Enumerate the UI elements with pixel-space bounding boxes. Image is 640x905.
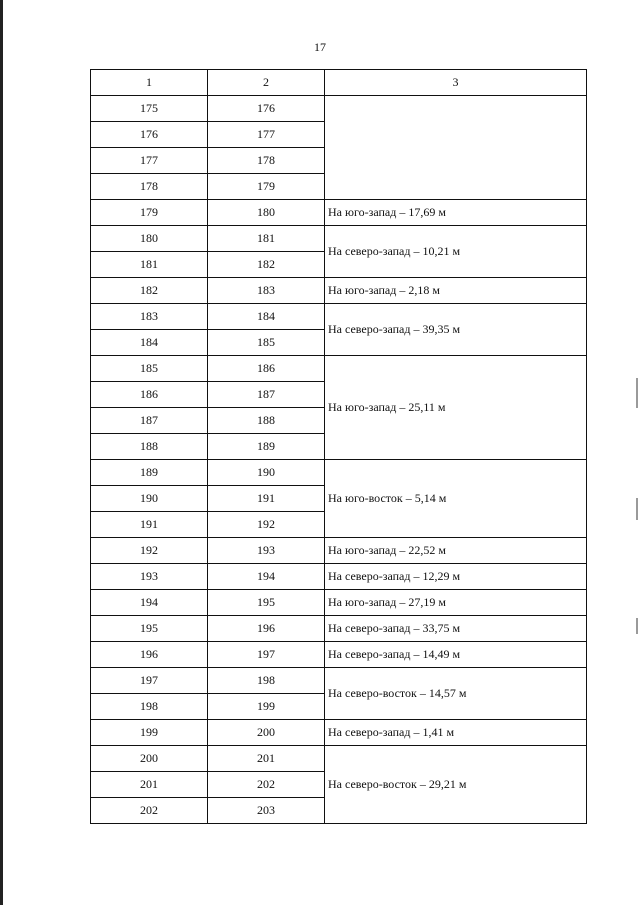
table-row xyxy=(91,668,587,694)
boundary-table xyxy=(90,69,587,824)
point-from-cell: 190 xyxy=(91,486,208,512)
direction-distance-cell xyxy=(325,96,587,200)
direction-distance-cell: На северо-запад – 33,75 м xyxy=(325,616,587,642)
table-row xyxy=(91,720,587,746)
column-header-3: 3 xyxy=(325,70,587,96)
direction-distance-cell: На юго-запад – 25,11 м xyxy=(325,356,587,460)
table-row xyxy=(91,746,587,772)
direction-distance-cell: На юго-восток – 5,14 м xyxy=(325,460,587,538)
table-header-row xyxy=(91,70,587,96)
table-row xyxy=(91,590,587,616)
point-to-cell: 199 xyxy=(208,694,325,720)
direction-distance-cell: На северо-запад – 14,49 м xyxy=(325,642,587,668)
point-to-cell: 181 xyxy=(208,226,325,252)
point-from-cell: 200 xyxy=(91,746,208,772)
point-to-cell: 190 xyxy=(208,460,325,486)
point-to-cell: 179 xyxy=(208,174,325,200)
point-from-cell: 202 xyxy=(91,798,208,824)
point-from-cell: 177 xyxy=(91,148,208,174)
point-from-cell: 183 xyxy=(91,304,208,330)
point-to-cell: 186 xyxy=(208,356,325,382)
direction-distance-cell: На юго-запад – 22,52 м xyxy=(325,538,587,564)
direction-distance-cell: На юго-запад – 2,18 м xyxy=(325,278,587,304)
table-row xyxy=(91,226,587,252)
point-from-cell: 180 xyxy=(91,226,208,252)
point-from-cell: 197 xyxy=(91,668,208,694)
point-to-cell: 201 xyxy=(208,746,325,772)
point-to-cell: 176 xyxy=(208,96,325,122)
table-row xyxy=(91,460,587,486)
point-to-cell: 193 xyxy=(208,538,325,564)
point-to-cell: 185 xyxy=(208,330,325,356)
point-from-cell: 186 xyxy=(91,382,208,408)
point-from-cell: 198 xyxy=(91,694,208,720)
direction-distance-cell: На северо-восток – 29,21 м xyxy=(325,746,587,824)
table-row xyxy=(91,200,587,226)
point-from-cell: 195 xyxy=(91,616,208,642)
point-to-cell: 197 xyxy=(208,642,325,668)
point-from-cell: 192 xyxy=(91,538,208,564)
point-to-cell: 180 xyxy=(208,200,325,226)
point-from-cell: 179 xyxy=(91,200,208,226)
point-from-cell: 189 xyxy=(91,460,208,486)
point-to-cell: 177 xyxy=(208,122,325,148)
table-row xyxy=(91,564,587,590)
point-from-cell: 185 xyxy=(91,356,208,382)
table-row xyxy=(91,304,587,330)
table-row xyxy=(91,356,587,382)
table-row xyxy=(91,616,587,642)
point-from-cell: 182 xyxy=(91,278,208,304)
table-body xyxy=(91,96,587,824)
table-row xyxy=(91,642,587,668)
point-to-cell: 203 xyxy=(208,798,325,824)
table-row xyxy=(91,278,587,304)
point-from-cell: 196 xyxy=(91,642,208,668)
scan-artifact-mark xyxy=(636,618,638,634)
point-to-cell: 195 xyxy=(208,590,325,616)
direction-distance-cell: На юго-запад – 17,69 м xyxy=(325,200,587,226)
point-to-cell: 202 xyxy=(208,772,325,798)
point-from-cell: 175 xyxy=(91,96,208,122)
point-to-cell: 196 xyxy=(208,616,325,642)
point-to-cell: 183 xyxy=(208,278,325,304)
table-row xyxy=(91,96,587,122)
scan-artifact-mark xyxy=(636,378,638,408)
point-to-cell: 178 xyxy=(208,148,325,174)
point-from-cell: 188 xyxy=(91,434,208,460)
point-from-cell: 191 xyxy=(91,512,208,538)
point-from-cell: 194 xyxy=(91,590,208,616)
scan-artifact-mark xyxy=(636,498,638,520)
column-header-1: 1 xyxy=(91,70,208,96)
direction-distance-cell: На северо-запад – 39,35 м xyxy=(325,304,587,356)
direction-distance-cell: На северо-восток – 14,57 м xyxy=(325,668,587,720)
scan-left-edge xyxy=(0,0,3,905)
point-to-cell: 198 xyxy=(208,668,325,694)
point-from-cell: 176 xyxy=(91,122,208,148)
point-from-cell: 181 xyxy=(91,252,208,278)
point-to-cell: 188 xyxy=(208,408,325,434)
point-to-cell: 192 xyxy=(208,512,325,538)
point-from-cell: 178 xyxy=(91,174,208,200)
page-number: 17 xyxy=(314,40,326,54)
point-to-cell: 189 xyxy=(208,434,325,460)
direction-distance-cell: На северо-запад – 10,21 м xyxy=(325,226,587,278)
point-to-cell: 194 xyxy=(208,564,325,590)
point-from-cell: 201 xyxy=(91,772,208,798)
point-to-cell: 187 xyxy=(208,382,325,408)
point-from-cell: 184 xyxy=(91,330,208,356)
point-to-cell: 200 xyxy=(208,720,325,746)
point-to-cell: 184 xyxy=(208,304,325,330)
column-header-2: 2 xyxy=(208,70,325,96)
direction-distance-cell: На северо-запад – 1,41 м xyxy=(325,720,587,746)
direction-distance-cell: На северо-запад – 12,29 м xyxy=(325,564,587,590)
table-row xyxy=(91,538,587,564)
point-from-cell: 199 xyxy=(91,720,208,746)
point-from-cell: 187 xyxy=(91,408,208,434)
point-to-cell: 191 xyxy=(208,486,325,512)
point-from-cell: 193 xyxy=(91,564,208,590)
point-to-cell: 182 xyxy=(208,252,325,278)
direction-distance-cell: На юго-запад – 27,19 м xyxy=(325,590,587,616)
